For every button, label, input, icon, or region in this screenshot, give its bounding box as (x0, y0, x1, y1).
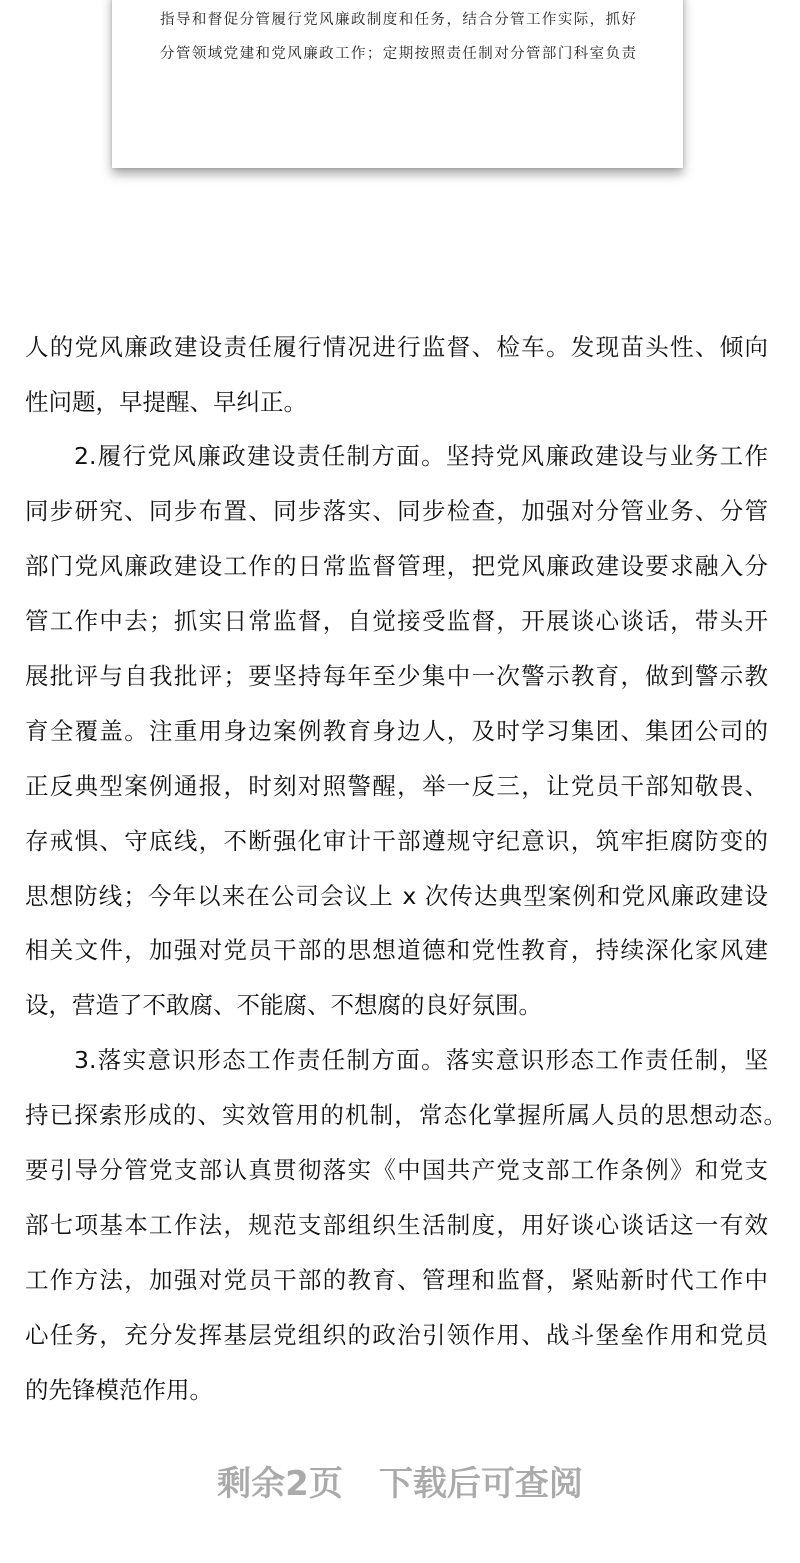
text-line: 育全覆盖。注重用身边案例教育身边人，及时学习集团、集团公司的 (25, 717, 768, 745)
text-line: 相关文件，加强对党员干部的思想道德和党性教育，持续深化家风建 (25, 936, 768, 964)
text-line: 正反典型案例通报，时刻对照警醒，举一反三，让党员干部知敬畏、 (25, 772, 768, 800)
text-line: 存戒惧、守底线，不断强化审计干部遵规守纪意识，筑牢拒腐防变的 (25, 827, 768, 855)
text-line: 管工作中去；抓实日常监督，自觉接受监督，开展谈心谈话，带头开 (25, 607, 768, 635)
preview-line: 分管领域党建和党风廉政工作；定期按照责任制对分管部门科室负责 (160, 46, 636, 62)
download-prompt[interactable] (0, 1462, 800, 1506)
text-line: 人的党风廉政建设责任履行情况进行监督、检车。发现苗头性、倾向 (25, 333, 768, 361)
text-line: 部门党风廉政建设工作的日常监督管理，把党风廉政建设要求融入分 (25, 552, 768, 580)
text-line: 展批评与自我批评；要坚持每年至少集中一次警示教育，做到警示教 (25, 662, 768, 690)
preview-card (112, 0, 683, 168)
text-line: 的先锋模范作用。 (25, 1376, 213, 1404)
download-hint[interactable]: 下载后可查阅 (378, 1464, 583, 1504)
preview-line: 指导和督促分管履行党风廉政制度和任务，结合分管工作实际，抓好 (160, 12, 636, 28)
text-line: 部七项基本工作法，规范支部组织生活制度，用好谈心谈话这一有效 (25, 1211, 768, 1239)
remaining-pages: 剩余2页 (217, 1464, 343, 1504)
text-line: 工作方法，加强对党员干部的教育、管理和监督，紧贴新时代工作中 (25, 1266, 768, 1294)
text-line: 性问题，早提醒、早纠正。 (25, 388, 307, 416)
text-line: 3.落实意识形态工作责任制方面。落实意识形态工作责任制，坚 (74, 1046, 768, 1074)
text-line: 同步研究、同步布置、同步落实、同步检查，加强对分管业务、分管 (25, 497, 768, 525)
text-line: 心任务，充分发挥基层党组织的政治引领作用、战斗堡垒作用和党员 (25, 1321, 768, 1349)
text-line: 思想防线；今年以来在公司会议上 x 次传达典型案例和党风廉政建设 (25, 882, 768, 910)
text-line: 要引导分管党支部认真贯彻落实《中国共产党支部工作条例》和党支 (25, 1156, 768, 1184)
text-line: 2.履行党风廉政建设责任制方面。坚持党风廉政建设与业务工作 (74, 442, 768, 470)
text-line: 持已探索形成的、实效管用的机制，常态化掌握所属人员的思想动态。 (25, 1101, 787, 1129)
text-line: 设，营造了不敢腐、不能腐、不想腐的良好氛围。 (25, 991, 542, 1019)
